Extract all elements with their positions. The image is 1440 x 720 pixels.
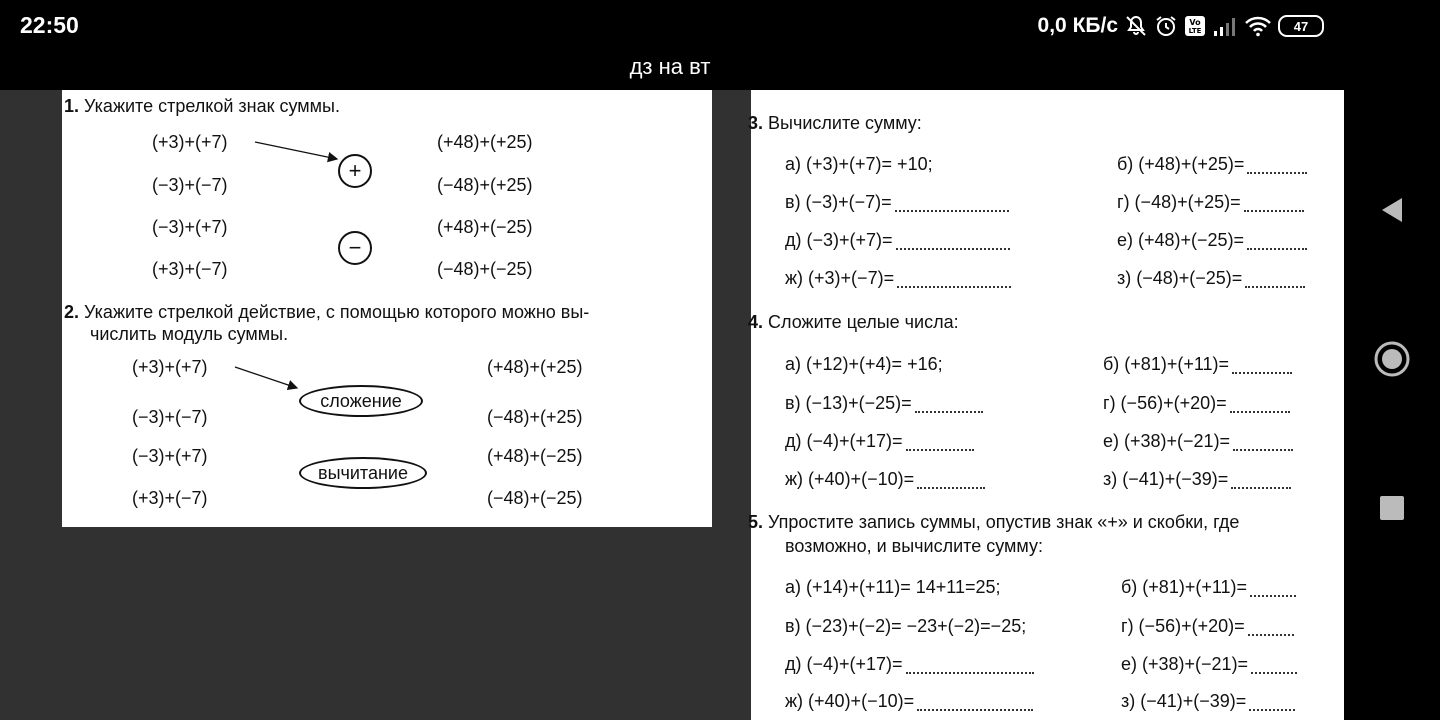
task3-g: г) (−48)+(+25)= xyxy=(1117,192,1304,213)
task3-a: а) (+3)+(+7)= +10; xyxy=(785,154,933,174)
task5-heading-line2: возможно, и вычислите сумму: xyxy=(785,536,1043,556)
alarm-icon xyxy=(1154,14,1178,38)
task1-expr-8: (−48)+(−25) xyxy=(437,259,533,279)
task3-e: е) (+48)+(−25)= xyxy=(1117,230,1307,251)
task3-z: з) (−48)+(−25)= xyxy=(1117,268,1305,289)
task2-expr-7: (+48)+(−25) xyxy=(487,446,583,466)
task5-zh: ж) (+40)+(−10)= xyxy=(785,691,1033,712)
wifi-icon xyxy=(1244,15,1272,37)
net-speed: 0,0 КБ/с xyxy=(1037,14,1118,37)
task1-expr-6: (−48)+(+25) xyxy=(437,175,533,195)
recents-icon xyxy=(1379,495,1405,521)
task5-v: в) (−23)+(−2)= −23+(−2)=−25; xyxy=(785,616,1027,636)
back-button[interactable] xyxy=(1372,190,1412,230)
task1-expr-4: (+3)+(−7) xyxy=(152,259,228,279)
task5-a: а) (+14)+(+11)= 14+11=25; xyxy=(785,577,1001,597)
back-icon xyxy=(1378,195,1406,225)
page-title: дз на вт xyxy=(629,54,711,79)
recents-button[interactable] xyxy=(1372,488,1412,528)
task4-z: з) (−41)+(−39)= xyxy=(1103,469,1291,490)
task2-expr-1: (+3)+(+7) xyxy=(132,357,208,377)
task1-expr-2: (−3)+(−7) xyxy=(152,175,228,195)
task1-expr-7: (+48)+(−25) xyxy=(437,217,533,237)
task2-expr-5: (+48)+(+25) xyxy=(487,357,583,377)
op-subtraction-oval: вычитание xyxy=(299,457,427,489)
task2-expr-3: (−3)+(+7) xyxy=(132,446,208,466)
status-time: 22:50 xyxy=(20,12,79,38)
task5-g: г) (−56)+(+20)= xyxy=(1121,616,1294,637)
task4-b: б) (+81)+(+11)= xyxy=(1103,354,1292,375)
task3-zh: ж) (+3)+(−7)= xyxy=(785,268,1011,289)
mute-icon xyxy=(1124,14,1148,38)
worksheet-right xyxy=(748,90,1344,720)
navigation-bar xyxy=(1344,90,1440,720)
task4-zh: ж) (+40)+(−10)= xyxy=(785,469,985,490)
task5-e: е) (+38)+(−21)= xyxy=(1121,654,1297,675)
battery-icon xyxy=(1278,15,1324,37)
task5-heading-line1: 5. Упростите запись суммы, опустив знак «+» и скобки, где xyxy=(748,512,1240,532)
home-button[interactable] xyxy=(1372,339,1412,379)
op-addition-oval: сложение xyxy=(299,385,423,417)
svg-text:Vo: Vo xyxy=(1189,18,1201,27)
task4-a: а) (+12)+(+4)= +16; xyxy=(785,354,943,374)
volte-icon xyxy=(1184,15,1206,37)
task2-expr-8: (−48)+(−25) xyxy=(487,488,583,508)
task2-expr-2: (−3)+(−7) xyxy=(132,407,208,427)
task5-d: д) (−4)+(+17)= xyxy=(785,654,1034,675)
task2-expr-6: (−48)+(+25) xyxy=(487,407,583,427)
signal-icon xyxy=(1212,15,1238,37)
status-bar xyxy=(0,0,1440,90)
task1-expr-1: (+3)+(+7) xyxy=(152,132,228,152)
plus-sign-circle: + xyxy=(338,154,372,188)
task1-expr-3: (−3)+(+7) xyxy=(152,217,228,237)
battery-level: 47 xyxy=(1293,18,1309,34)
task4-d: д) (−4)+(+17)= xyxy=(785,431,974,452)
home-icon xyxy=(1373,340,1411,378)
status-icons xyxy=(1038,12,1324,40)
task1-expr-5: (+48)+(+25) xyxy=(437,132,533,152)
task1-heading: 1. Укажите стрелкой знак суммы. xyxy=(64,96,340,116)
task3-heading: 3. Вычислите сумму: xyxy=(748,113,922,133)
task2-heading-line2: числить модуль суммы. xyxy=(90,324,289,344)
task3-d: д) (−3)+(+7)= xyxy=(785,230,1010,251)
task5-b: б) (+81)+(+11)= xyxy=(1121,577,1296,598)
task2-expr-4: (+3)+(−7) xyxy=(132,488,208,508)
task3-b: б) (+48)+(+25)= xyxy=(1117,154,1307,175)
svg-text:LTE: LTE xyxy=(1188,27,1202,35)
task4-e: е) (+38)+(−21)= xyxy=(1103,431,1293,452)
minus-sign-circle: − xyxy=(338,231,372,265)
task4-v: в) (−13)+(−25)= xyxy=(785,393,983,414)
task5-z: з) (−41)+(−39)= xyxy=(1121,691,1295,712)
task4-heading: 4. Сложите целые числа: xyxy=(748,312,959,332)
task3-v: в) (−3)+(−7)= xyxy=(785,192,1009,213)
worksheet-left xyxy=(62,90,712,527)
task2-heading-line1: 2. Укажите стрелкой действие, с помощью которого можно вы- xyxy=(64,302,590,322)
task4-g: г) (−56)+(+20)= xyxy=(1103,393,1290,414)
